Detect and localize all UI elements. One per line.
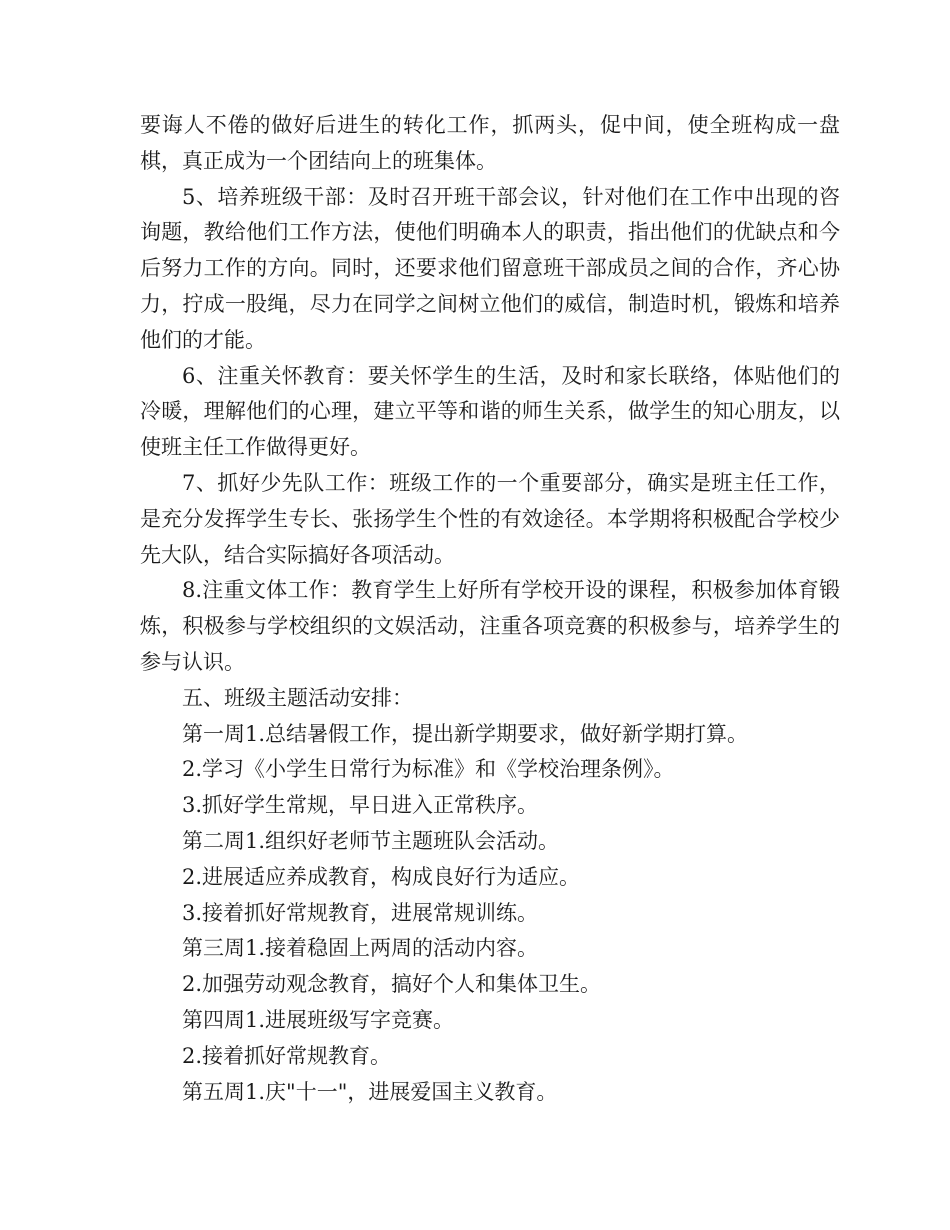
schedule-line: 2.加强劳动观念教育，搞好个人和集体卫生。 xyxy=(182,972,602,997)
paragraph-item-5-class-cadres: 5、培养班级干部：及时召开班干部会议，针对他们在工作中出现的咨询题，教给他们工作方法，使他们明确本人的职责，指出他们的优缺点和今后努力工作的方向。同时，还要求他们留意班干部成员之间的合作，齐心协力，拧成一股绳，尽力在同学之间树立他们的威信，制造时机，锻炼和培养他们的才能。 xyxy=(140,184,840,352)
schedule-line: 2.进展适应养成教育，构成良好行为适应。 xyxy=(182,864,581,889)
schedule-line: 第五周1.庆"十一"，进展爱国主义教育。 xyxy=(182,1079,558,1104)
schedule-line: 第一周1.总结暑假工作，提出新学期要求，做好新学期打算。 xyxy=(182,721,749,746)
paragraph-item-8-sports-culture: 8.注重文体工作：教育学生上好所有学校开设的课程，积极参加体育锻炼，积极参与学校组织的文娱活动，注重各项竞赛的积极参与，培养学生的参与认识。 xyxy=(140,578,840,674)
section-heading: 五、班级主题活动安排： xyxy=(182,685,413,710)
paragraph-continuation: 要诲人不倦的做好后进生的转化工作，抓两头，促中间，使全班构成一盘棋，真正成为一个团结向上的班集体。 xyxy=(140,113,840,173)
document-body xyxy=(140,108,840,1110)
schedule-line: 第四周1.进展班级写字竞赛。 xyxy=(182,1007,455,1032)
schedule-line: 2.接着抓好常规教育。 xyxy=(182,1043,392,1068)
schedule-line: 3.抓好学生常规，早日进入正常秩序。 xyxy=(182,793,539,818)
schedule-line: 2.学习《小学生日常行为标准》和《学校治理条例》。 xyxy=(182,757,675,782)
schedule-line: 第三周1.接着稳固上两周的活动内容。 xyxy=(182,936,539,961)
paragraph-item-7-young-pioneers: 7、抓好少先队工作：班级工作的一个重要部分，确实是班主任工作，是充分发挥学生专长、张扬学生个性的有效途径。本学期将积极配合学校少先大队，结合实际搞好各项活动。 xyxy=(140,470,840,567)
schedule-line: 3.接着抓好常规教育，进展常规训练。 xyxy=(182,900,539,925)
paragraph-item-6-care-education: 6、注重关怀教育：要关怀学生的生活，及时和家长联络，体贴他们的冷暖，理解他们的心理，建立平等和谐的师生关系，做学生的知心朋友，以使班主任工作做得更好。 xyxy=(140,363,840,460)
schedule-line: 第二周1.组织好老师节主题班队会活动。 xyxy=(182,828,560,853)
